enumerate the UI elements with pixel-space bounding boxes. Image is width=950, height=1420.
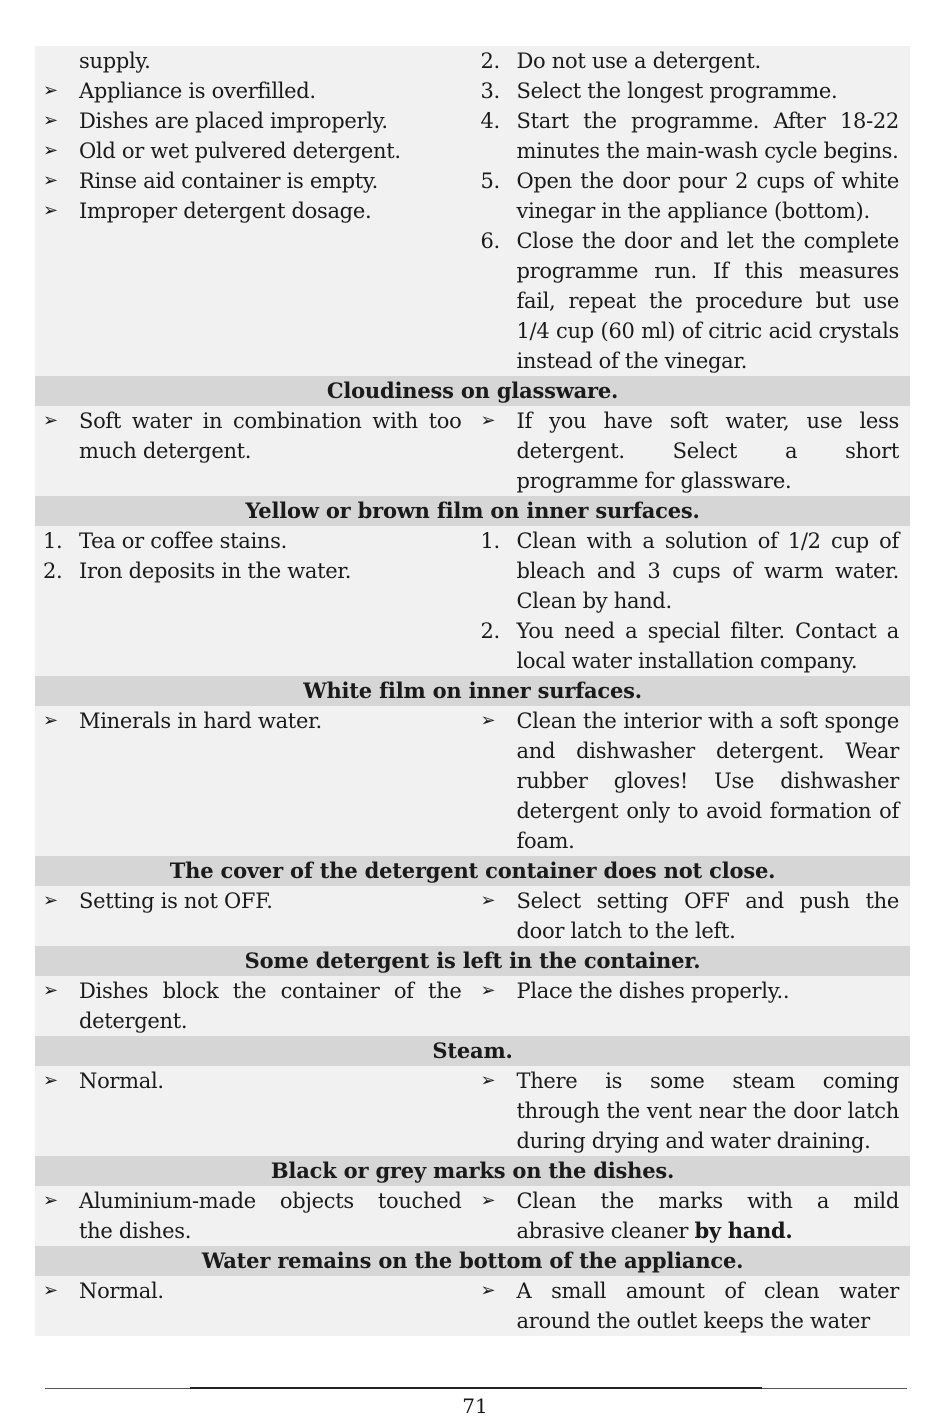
arrow-bullet-icon: ➢ bbox=[480, 1280, 496, 1301]
section-row bbox=[35, 1186, 910, 1246]
cause-item bbox=[43, 46, 462, 76]
item-number: 1. bbox=[480, 529, 500, 553]
item-text: Select the longest programme. bbox=[516, 79, 838, 103]
arrow-bullet-icon: ➢ bbox=[43, 1070, 58, 1091]
section-row bbox=[35, 1276, 910, 1336]
cause-item bbox=[43, 1066, 462, 1096]
item-text: Setting is not OFF. bbox=[79, 889, 273, 913]
item-text: Dishes block the container of the detergent. bbox=[79, 979, 462, 1033]
arrow-bullet-icon: ➢ bbox=[43, 80, 58, 101]
item-text: If you have soft water, use less detergent. Select a short programme for glassware. bbox=[516, 409, 899, 493]
arrow-bullet-icon: ➢ bbox=[480, 410, 496, 431]
section-row bbox=[35, 526, 910, 676]
remedy-column bbox=[473, 526, 911, 676]
cause-column bbox=[35, 1186, 473, 1246]
remedy-column bbox=[473, 406, 911, 496]
cause-item bbox=[43, 1276, 462, 1306]
item-number: 2. bbox=[43, 559, 63, 583]
section-header: Some detergent is left in the container. bbox=[35, 946, 910, 976]
section-row bbox=[35, 886, 910, 946]
footer-rule-accent bbox=[190, 1387, 762, 1389]
remedy-item bbox=[481, 226, 900, 376]
cause-item bbox=[43, 706, 462, 736]
arrow-bullet-icon: ➢ bbox=[43, 1190, 58, 1211]
remedy-column bbox=[473, 976, 911, 1036]
arrow-bullet-icon: ➢ bbox=[480, 980, 496, 1001]
item-text bbox=[517, 1186, 900, 1246]
remedy-item bbox=[481, 106, 900, 166]
item-text: Minerals in hard water. bbox=[79, 709, 322, 733]
cause-column bbox=[35, 1276, 473, 1336]
item-text: Old or wet pulvered detergent. bbox=[79, 139, 401, 163]
item-text-plain: Clean the marks with a mild abrasive cleaner bbox=[516, 1189, 899, 1243]
cause-item bbox=[43, 196, 462, 226]
remedy-item bbox=[481, 166, 900, 226]
section-header: Steam. bbox=[35, 1036, 910, 1066]
item-text-bold: by hand. bbox=[694, 1218, 793, 1243]
cause-column bbox=[35, 526, 473, 676]
cause-item bbox=[43, 886, 462, 916]
item-text: Open the door pour 2 cups of white vinegar in the appliance (bottom). bbox=[516, 169, 899, 223]
remedy-item bbox=[481, 526, 900, 616]
remedy-item bbox=[481, 976, 900, 1006]
item-text: Normal. bbox=[79, 1279, 164, 1303]
section-header: Cloudiness on glassware. bbox=[35, 376, 910, 406]
item-number: 2. bbox=[480, 49, 500, 73]
arrow-bullet-icon: ➢ bbox=[43, 710, 58, 731]
arrow-bullet-icon: ➢ bbox=[480, 890, 496, 911]
arrow-bullet-icon: ➢ bbox=[43, 110, 58, 131]
remedy-item bbox=[481, 76, 900, 106]
item-number: 2. bbox=[480, 619, 500, 643]
item-text: Clean with a solution of 1/2 cup of bleach and 3 cups of warm water. Clean by hand. bbox=[516, 529, 899, 613]
item-text: Improper detergent dosage. bbox=[79, 199, 372, 223]
arrow-bullet-icon: ➢ bbox=[43, 1280, 58, 1301]
item-text: There is some steam coming through the vent near the door latch during drying and water draining. bbox=[516, 1069, 899, 1153]
item-text: Clean the interior with a soft sponge and dishwasher detergent. Wear rubber gloves! Use dishwasher detergent only to avoid formation of foam. bbox=[516, 709, 899, 853]
troubleshooting-table bbox=[35, 46, 910, 1336]
remedy-item bbox=[481, 1066, 900, 1156]
cause-column bbox=[35, 706, 473, 856]
cause-column bbox=[35, 976, 473, 1036]
cause-item bbox=[43, 76, 462, 106]
section-header: Yellow or brown film on inner surfaces. bbox=[35, 496, 910, 526]
remedy-column bbox=[473, 1066, 911, 1156]
remedy-item bbox=[481, 1276, 900, 1336]
item-number: 6. bbox=[480, 229, 500, 253]
section-header: Water remains on the bottom of the appliance. bbox=[35, 1246, 910, 1276]
cause-item bbox=[43, 106, 462, 136]
remedy-column bbox=[473, 1276, 911, 1336]
page-number: 71 bbox=[462, 1394, 488, 1418]
remedy-column bbox=[473, 886, 911, 946]
item-marker bbox=[43, 46, 79, 76]
arrow-bullet-icon: ➢ bbox=[43, 200, 58, 221]
item-text: Soft water in combination with too much detergent. bbox=[79, 409, 462, 463]
item-text: Normal. bbox=[79, 1069, 164, 1093]
remedy-item bbox=[481, 706, 900, 856]
remedy-column bbox=[473, 1186, 911, 1246]
cause-item bbox=[43, 976, 462, 1036]
item-text: A small amount of clean water around the outlet keeps the water bbox=[516, 1279, 899, 1333]
arrow-bullet-icon: ➢ bbox=[43, 890, 58, 911]
item-text: Start the programme. After 18-22 minutes the main-wash cycle begins. bbox=[516, 109, 899, 163]
section-row bbox=[35, 406, 910, 496]
remedy-item bbox=[481, 406, 900, 496]
item-text: Tea or coffee stains. bbox=[79, 529, 287, 553]
cause-item bbox=[43, 406, 462, 466]
item-text: Close the door and let the complete programme run. If this measures fail, repeat the procedure but use 1/4 cup (60 ml) of citric acid crystals instead of the vinegar. bbox=[516, 229, 899, 373]
remedy-item bbox=[481, 46, 900, 76]
cause-item bbox=[43, 1186, 462, 1246]
item-number: 3. bbox=[480, 79, 500, 103]
arrow-bullet-icon: ➢ bbox=[43, 140, 58, 161]
item-number: 4. bbox=[480, 109, 500, 133]
item-text: Dishes are placed improperly. bbox=[79, 109, 388, 133]
cause-column bbox=[35, 46, 473, 376]
item-text: Select setting OFF and push the door latch to the left. bbox=[516, 889, 899, 943]
remedy-item bbox=[481, 616, 900, 676]
cause-item bbox=[43, 136, 462, 166]
remedy-item bbox=[481, 886, 900, 946]
remedy-column bbox=[473, 706, 911, 856]
arrow-bullet-icon: ➢ bbox=[480, 1190, 496, 1211]
arrow-bullet-icon: ➢ bbox=[43, 170, 58, 191]
item-number: 1. bbox=[43, 529, 63, 553]
cause-item bbox=[43, 556, 462, 586]
cause-column bbox=[35, 406, 473, 496]
section-row bbox=[35, 976, 910, 1036]
arrow-bullet-icon: ➢ bbox=[43, 980, 58, 1001]
arrow-bullet-icon: ➢ bbox=[480, 1070, 496, 1091]
item-text: supply. bbox=[79, 49, 151, 73]
cause-item bbox=[43, 526, 462, 556]
cause-column bbox=[35, 886, 473, 946]
section-header: Black or grey marks on the dishes. bbox=[35, 1156, 910, 1186]
section-row bbox=[35, 706, 910, 856]
arrow-bullet-icon: ➢ bbox=[43, 410, 58, 431]
cause-column bbox=[35, 1066, 473, 1156]
section-header: The cover of the detergent container does not close. bbox=[35, 856, 910, 886]
item-text: Rinse aid container is empty. bbox=[79, 169, 378, 193]
section-row bbox=[35, 1066, 910, 1156]
item-text: Do not use a detergent. bbox=[516, 49, 761, 73]
item-text: Aluminium-made objects touched the dishes. bbox=[79, 1189, 462, 1243]
remedy-item bbox=[481, 1186, 900, 1246]
arrow-bullet-icon: ➢ bbox=[480, 710, 496, 731]
continuation-row bbox=[35, 46, 910, 376]
section-header: White film on inner surfaces. bbox=[35, 676, 910, 706]
item-text: You need a special filter. Contact a local water installation company. bbox=[516, 619, 899, 673]
item-text: Place the dishes properly.. bbox=[516, 979, 790, 1003]
item-text: Iron deposits in the water. bbox=[79, 559, 352, 583]
item-text: Appliance is overfilled. bbox=[79, 79, 316, 103]
cause-item bbox=[43, 166, 462, 196]
remedy-column bbox=[473, 46, 911, 376]
item-number: 5. bbox=[480, 169, 500, 193]
